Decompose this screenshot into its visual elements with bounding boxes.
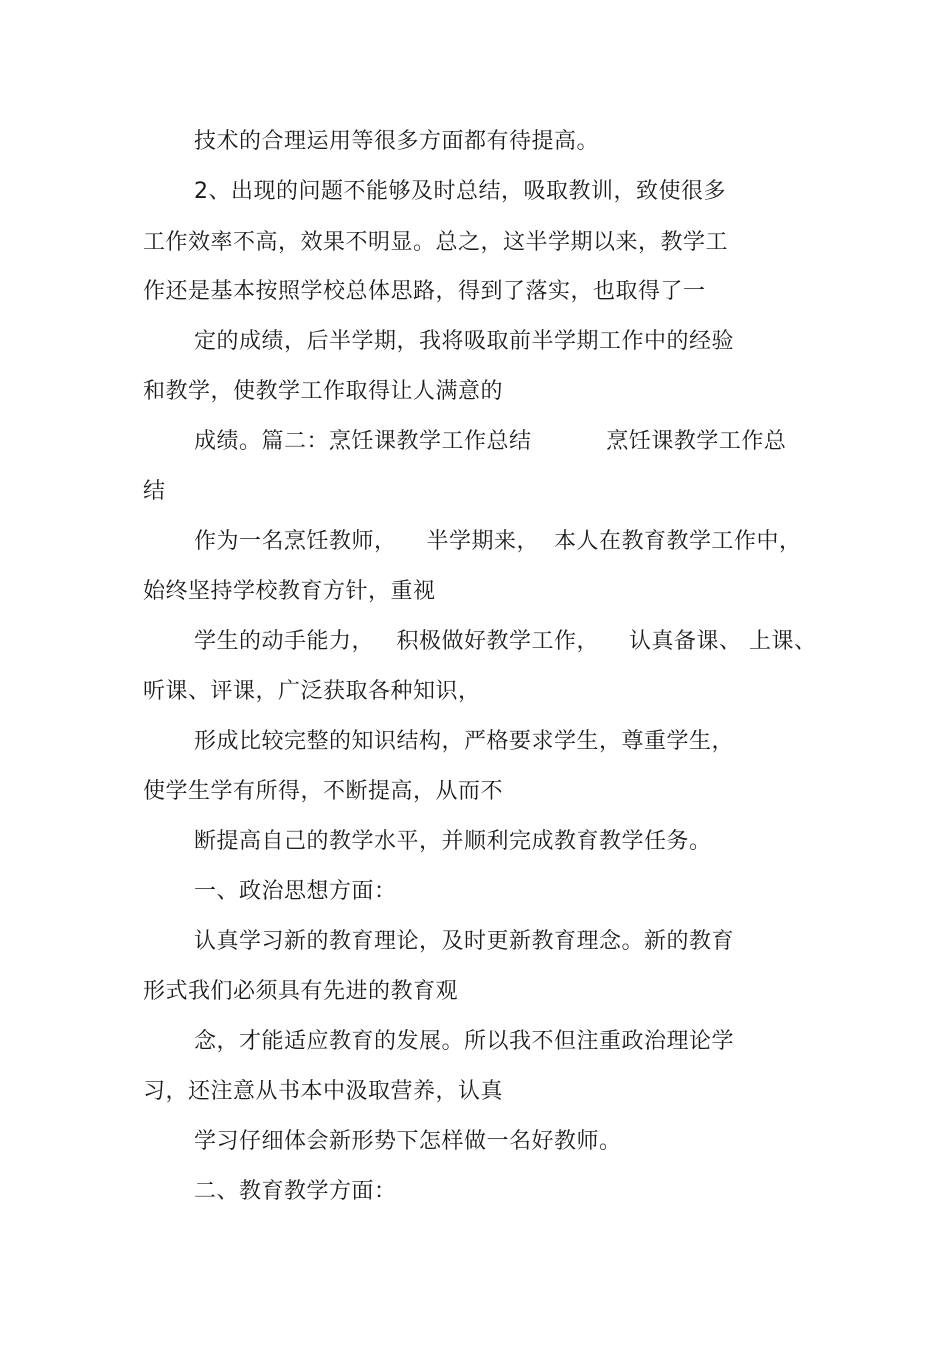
- text-line: 形式我们必须具有先进的教育观: [143, 979, 459, 1004]
- text-line: 习，还注意从书本中汲取营养，认真: [143, 1079, 504, 1104]
- text-line: 2、出现的问题不能够及时总结，吸取教训，致使很多: [194, 179, 726, 204]
- text-line: 听课、评课，广泛获取各种知识，: [143, 679, 481, 704]
- text-line: 技术的合理运用等很多方面都有待提高。: [194, 129, 600, 154]
- text-line: 定的成绩，后半学期，我将吸取前半学期工作中的经验: [194, 329, 735, 354]
- section-heading: 一、政治思想方面：: [194, 879, 397, 904]
- text-line: 使学生学有所得，不断提高，从而不: [143, 779, 504, 804]
- text-line: 念，才能适应教育的发展。所以我不但注重政治理论学: [194, 1029, 735, 1054]
- text-line: 和教学，使教学工作取得让人满意的: [143, 379, 504, 404]
- text-line: 结: [143, 479, 166, 504]
- text-line: 形成比较完整的知识结构，严格要求学生，尊重学生，: [194, 729, 735, 754]
- section-heading: 二、教育教学方面：: [194, 1179, 397, 1204]
- text-line: 断提高自己的教学水平，并顺利完成教育教学任务。: [194, 829, 712, 854]
- text-line: 学生的动手能力， 积极做好教学工作， 认真备课、 上课、: [194, 629, 817, 654]
- text-line: 作还是基本按照学校总体思路，得到了落实，也取得了一: [143, 279, 706, 304]
- text-line: 作为一名烹饪教师， 半学期来， 本人在教育教学工作中，: [194, 529, 802, 554]
- text-line: 认真学习新的教育理论，及时更新教育理念。新的教育: [194, 929, 735, 954]
- text-line: 始终坚持学校教育方针，重视: [143, 579, 436, 604]
- text-line: 学习仔细体会新形势下怎样做一名好教师。: [194, 1129, 622, 1154]
- text-line: 工作效率不高，效果不明显。总之，这半学期以来，教学工: [143, 230, 729, 255]
- text-line: 成绩。篇二：烹饪课教学工作总结 烹饪课教学工作总: [194, 429, 787, 454]
